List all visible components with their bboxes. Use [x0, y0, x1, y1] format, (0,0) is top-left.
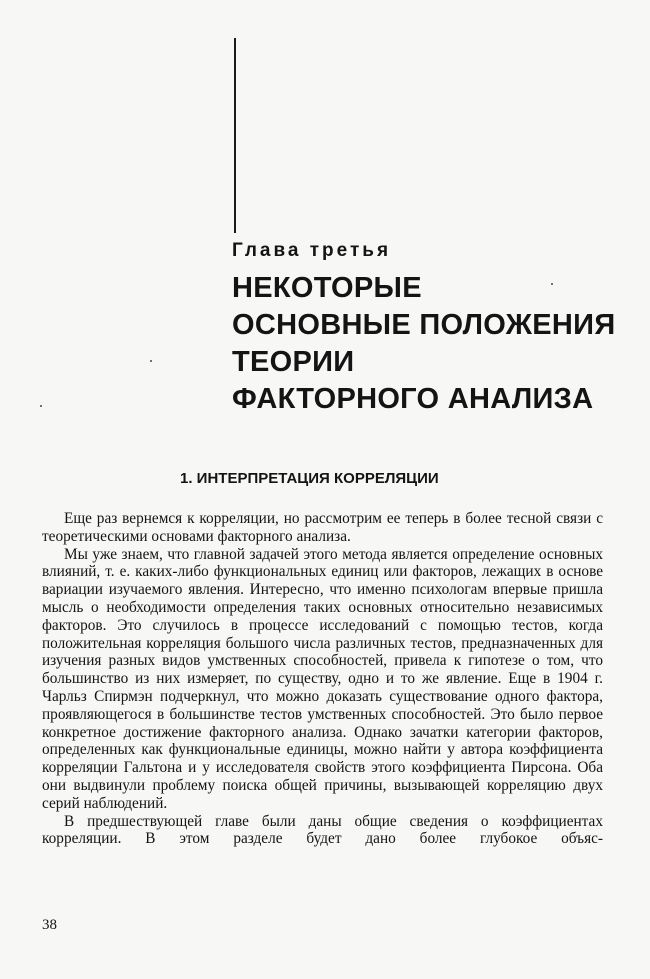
chapter-title-line: НЕКОТОРЫЕ	[232, 272, 422, 304]
chapter-title-line: ТЕОРИИ	[232, 346, 355, 378]
body-text	[42, 510, 603, 848]
page-number: 38	[42, 917, 57, 933]
paragraph: Мы уже знаем, что главной задачей этого метода является определение основных влияний, т. е. каких-либо функциональных единиц или факторов, лежащих в основе вариации изучаемого явления. Интересно, что именно психологам впервые пришла мысль о необходимости определения таких основных относительно независимых факторов. Это случилось в процессе исследований с помощью тестов, когда положительная корреляция большого числа различных тестов, предназначенных для изучения разных видов умственных способностей, привела к гипотезе о том, что большинство из них измеряет, по существу, одно и то же явление. Еще в 1904 г. Чарльз Спирмэн подчеркнул, что можно доказать существование одного фактора, проявляющегося в большинстве тестов умственных способностей. Это было первое конкретное достижение факторного анализа. Однако зачатки категории факторов, определенных как функциональные единицы, можно найти у автора коэффициента корреляции Гальтона и у исследователя свойств этого коэффициента Пирсона. Оба они выдвинули проблему поиска общей причины, вызывающей корреляцию двух серий наблюдений.	[42, 545, 603, 812]
chapter-label: Глава третья	[232, 240, 392, 261]
paragraph: В предшествующей главе были даны общие сведения о коэффициентах корреляции. В этом разделе будет дано более глубокое объяс-	[42, 812, 603, 848]
chapter-title-line: ОСНОВНЫЕ ПОЛОЖЕНИЯ	[232, 309, 616, 341]
section-heading: 1. ИНТЕРПРЕТАЦИЯ КОРРЕЛЯЦИИ	[180, 470, 439, 487]
chapter-title-line: ФАКТОРНОГО АНАЛИЗА	[232, 383, 594, 415]
paragraph: Еще раз вернемся к корреляции, но рассмотрим ее теперь в более тесной связи с теоретическими основами факторного анализа.	[42, 510, 603, 545]
print-speck	[551, 283, 553, 285]
print-speck	[40, 405, 42, 407]
chapter-vertical-rule	[234, 38, 236, 233]
chapter-title	[232, 270, 615, 418]
print-speck	[150, 360, 152, 362]
